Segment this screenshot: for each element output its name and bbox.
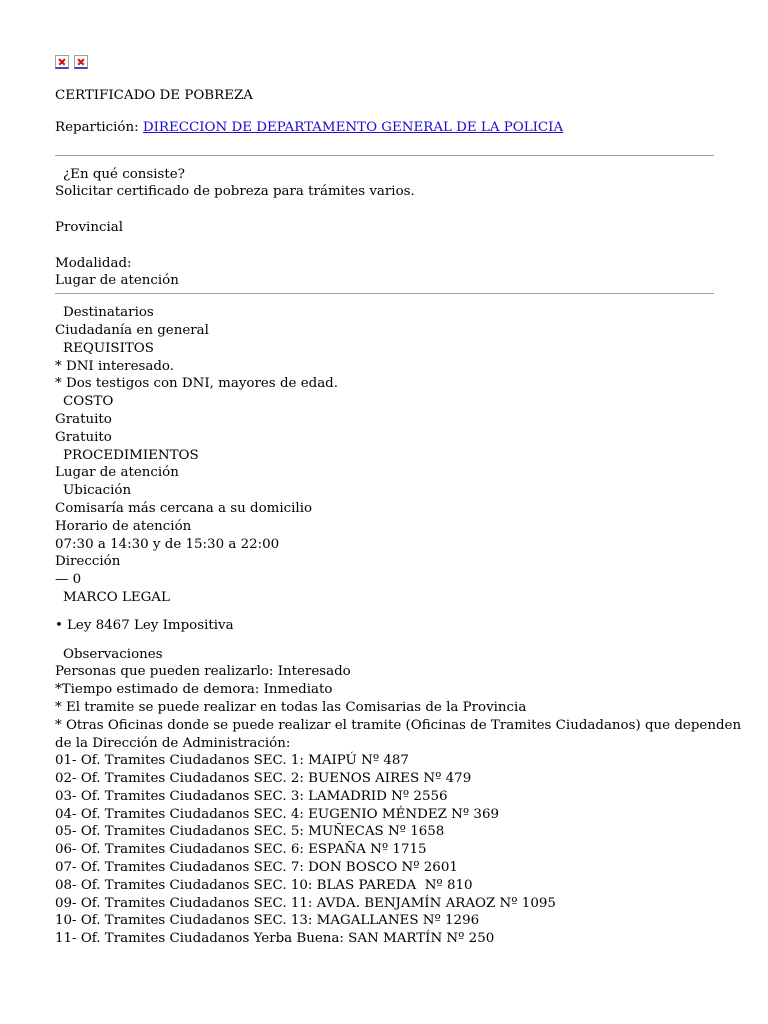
broken-image-icon[interactable] xyxy=(74,55,88,69)
marco-legal-item xyxy=(55,617,714,635)
observacion-line: 08- Of. Tramites Ciudadanos SEC. 10: BLAS PAREDA Nº 810 xyxy=(55,877,473,893)
observacion-line: 02- Of. Tramites Ciudadanos SEC. 2: BUENOS AIRES Nº 479 xyxy=(55,771,472,787)
observacion-line: 03- Of. Tramites Ciudadanos SEC. 3: LAMADRID Nº 2556 xyxy=(55,788,448,804)
reparticion-link[interactable]: DIRECCION DE DEPARTAMENTO GENERAL DE LA POLICIA xyxy=(142,119,564,135)
consiste-text: Solicitar certificado de pobreza para trámites varios. xyxy=(55,184,415,200)
observacion-line: 04- Of. Tramites Ciudadanos SEC. 4: EUGENIO MÉNDEZ Nº 369 xyxy=(55,806,499,822)
bullet-icon: • xyxy=(55,617,63,633)
requisitos-heading: REQUISITOS xyxy=(63,340,154,356)
observacion-line: 11- Of. Tramites Ciudadanos Yerba Buena: SAN MARTÍN Nº 250 xyxy=(55,931,495,947)
procedimientos-lugar: Lugar de atención xyxy=(55,465,179,481)
ubicacion-value: Comisaría más cercana a su domicilio xyxy=(55,500,313,516)
ambito: Provincial xyxy=(55,219,123,235)
observacion-line: 06- Of. Tramites Ciudadanos SEC. 6: ESPAÑA Nº 1715 xyxy=(55,842,427,858)
observaciones-list xyxy=(55,663,742,948)
page-title: CERTIFICADO DE POBREZA xyxy=(55,88,253,103)
observacion-line: *Tiempo estimado de demora: Inmediato xyxy=(55,682,333,698)
observacion-line: 10- Of. Tramites Ciudadanos SEC. 13: MAGALLANES Nº 1296 xyxy=(55,913,480,929)
consiste-heading: ¿En qué consiste? xyxy=(63,166,185,182)
direccion-value: — 0 xyxy=(55,572,82,588)
costo-value: Gratuito xyxy=(55,411,112,427)
observacion-line: 05- Of. Tramites Ciudadanos SEC. 5: MUÑECAS Nº 1658 xyxy=(55,824,445,840)
observacion-line: Personas que pueden realizarlo: Interesado xyxy=(55,664,351,680)
horario-label: Horario de atención xyxy=(55,518,192,534)
modalidad-label: Modalidad: xyxy=(55,255,132,271)
procedimientos-heading: PROCEDIMIENTOS xyxy=(63,447,199,463)
broken-image-icon[interactable] xyxy=(55,55,69,69)
observacion-line: de la Dirección de Administración: xyxy=(55,735,291,751)
costo-value: Gratuito xyxy=(55,429,112,445)
reparticion-label: Repartición: xyxy=(55,119,143,135)
reparticion xyxy=(55,119,714,137)
observacion-line: 01- Of. Tramites Ciudadanos SEC. 1: MAIPÚ Nº 487 xyxy=(55,753,409,769)
destinatarios-value: Ciudadanía en general xyxy=(55,322,209,338)
observacion-line: * Otras Oficinas donde se puede realizar el tramite (Oficinas de Tramites Ciudadanos) que dependen xyxy=(55,717,742,733)
observacion-line: * El tramite se puede realizar en todas las Comisarias de la Provincia xyxy=(55,699,527,715)
direccion-label: Dirección xyxy=(55,554,121,570)
observacion-line: 09- Of. Tramites Ciudadanos SEC. 11: AVDA. BENJAMÍN ARAOZ Nº 1095 xyxy=(55,895,556,911)
requisito-item: * DNI interesado. xyxy=(55,358,174,374)
costo-heading: COSTO xyxy=(63,394,114,410)
observaciones-heading: Observaciones xyxy=(63,646,163,662)
requisito-item: * Dos testigos con DNI, mayores de edad. xyxy=(55,376,339,392)
modalidad-value: Lugar de atención xyxy=(55,273,179,289)
horario-value: 07:30 a 14:30 y de 15:30 a 22:00 xyxy=(55,536,280,552)
marco-legal-item-text: Ley 8467 Ley Impositiva xyxy=(67,617,234,633)
document-body xyxy=(55,54,742,948)
observacion-line: 07- Of. Tramites Ciudadanos SEC. 7: DON BOSCO Nº 2601 xyxy=(55,860,458,876)
header-images xyxy=(55,54,714,70)
ubicacion-heading: Ubicación xyxy=(63,483,132,499)
marco-legal-heading: MARCO LEGAL xyxy=(63,589,170,605)
destinatarios-heading: Destinatarios xyxy=(63,305,154,321)
